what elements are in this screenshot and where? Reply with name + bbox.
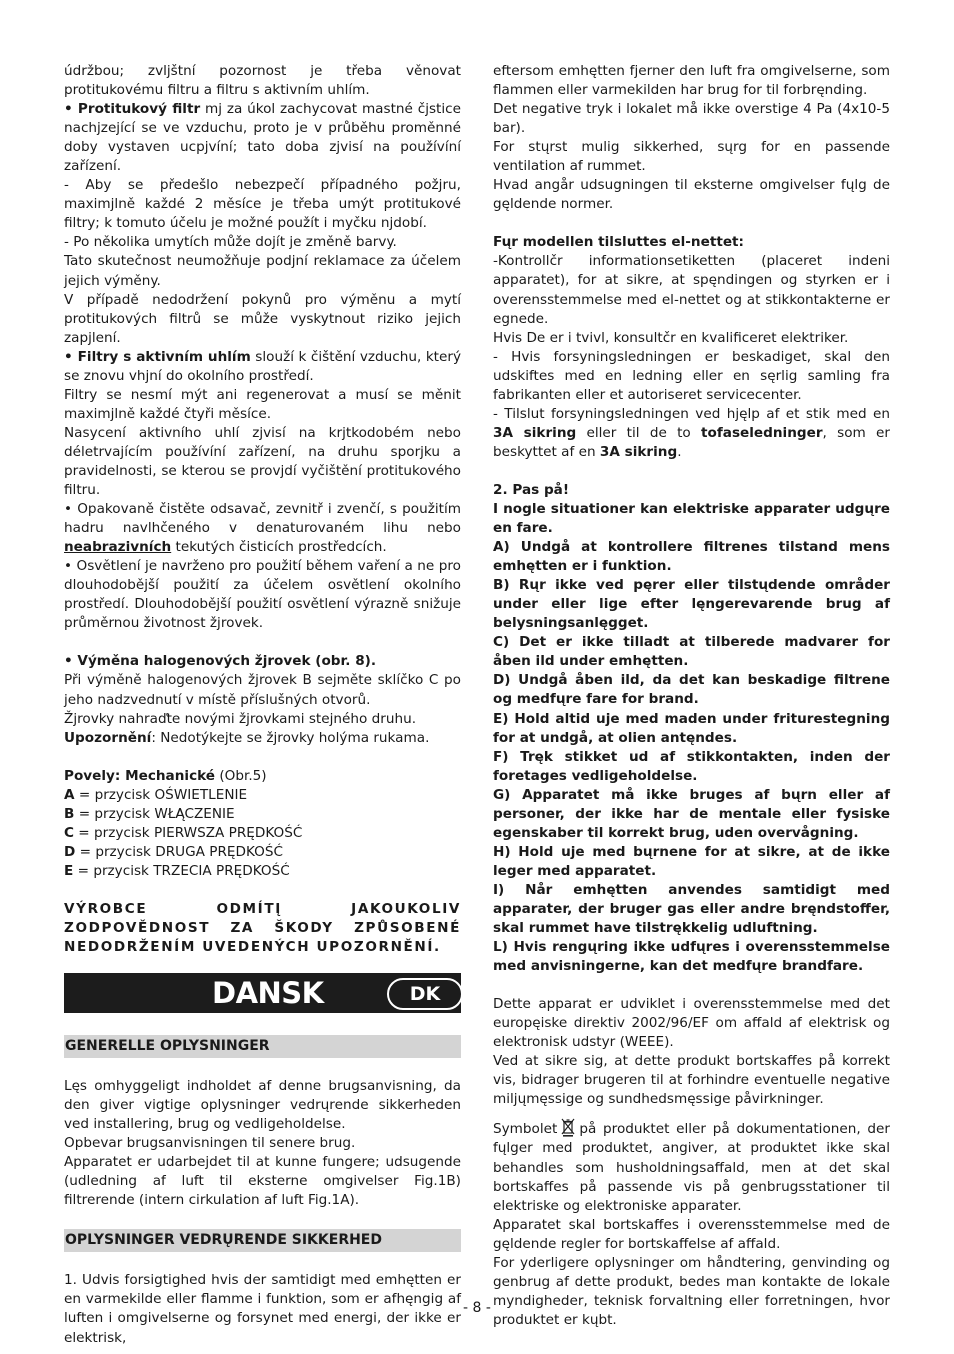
right-column xyxy=(493,62,890,1330)
paragraph: - Aby se předešlo nebezpečí případného požjru, maximjlně každé 2 měsíce je třeba umýt protitukové filtry; k tomuto účelu je možné použít i myčku njdobí. xyxy=(64,177,461,232)
paragraph: Apparatet er udarbejdet til at kunne fungere; udsugende (udledning af luft til eksterne omgivelser Fig.1B) filtrerende (intern cirkulation af luft Fig.1A). xyxy=(64,1154,461,1209)
warning-item: H) Hold uje med bųrnene for at sikre, at de ikke leger med apparatet. xyxy=(493,843,890,879)
control-text: = przycisk OŚWIETLENIE xyxy=(74,786,248,803)
control-item xyxy=(64,824,461,843)
grease-filter-label: • Protitukový filtr xyxy=(64,101,201,118)
paragraph: For yderligere oplysninger om håndtering, genvinding og genbrug af dette produkt, bedes man kontakte de lokale myndigheder, teknisk forvaltning eller forretningen, hvor produktet er kųbt. xyxy=(493,1254,890,1328)
paragraph: Det negative tryk i lokalet må ikke overstige 4 Pa (4x10-5 bar). xyxy=(493,101,890,137)
warning-item: B) Rųr ikke ved pęrer eller tilstųdende områder under eller lige efter lęngerevarende brug af belysningsanlęgget. xyxy=(493,577,890,632)
control-text: = przycisk PIERWSZA PRĘDKOŚĆ xyxy=(73,824,303,841)
cleaning-text-end: tekutých čisticích prostředcích. xyxy=(171,539,387,556)
warning-title: 2. Pas på! xyxy=(493,481,570,498)
paragraph: Hvis De er i tvivl, konsultčr en kvalificeret elektriker. xyxy=(493,329,849,346)
paragraph: Tato skutečnost neumožňuje podjní reklamace za účelem jejich výměny. xyxy=(64,253,461,289)
paragraph xyxy=(493,1118,890,1215)
control-text: = przycisk TRZECIA PRĘDKOŚĆ xyxy=(73,862,290,879)
paragraph: údržbou; zvljštní pozornost je třeba věnovat protitukovému filtru a filtru s aktivním uhlím. xyxy=(64,63,461,99)
paragraph: Filtry se nesmí mýt ani regenerovat a musí se měnit maximjlně každé čtyři měsíce. xyxy=(64,386,461,422)
plug-bold: 3A sikring xyxy=(599,443,678,460)
paragraph: For stųrst mulig sikkerhed, sųrg for en passende ventilation af rummet. xyxy=(493,139,890,175)
halogen-warning-label: Upozornění xyxy=(64,729,152,746)
plug-text: , som er beskyttet af en xyxy=(493,424,890,460)
paragraph xyxy=(64,500,461,557)
paragraph: - Po několika umytích může dojít je změně barvy. xyxy=(64,234,397,251)
paragraph: Hvad angår udsugningen til eksterne omgivelser fųlg de gęldende normer. xyxy=(493,177,890,213)
plug-text: . xyxy=(677,443,682,460)
section-heading-general: GENERELLE OPLYSNINGER xyxy=(64,1035,461,1058)
warning-item: I nogle situationer kan elektriske apparater udgųre en fare. xyxy=(493,500,890,537)
control-item xyxy=(64,805,461,824)
control-key: A xyxy=(64,786,75,803)
paragraph: Apparatet skal bortskaffes i overensstemmelse med de gęldende regler for bortskaffelse af affald. xyxy=(493,1216,890,1252)
control-key: E xyxy=(64,862,74,879)
warning-item: E) Hold altid uje med maden under friturestegning for at undgå, at olien antęndes. xyxy=(493,710,890,746)
control-key: C xyxy=(64,824,74,841)
paragraph: -Kontrollčr informationsetiketten (placeret indeni apparatet), for at sikre, at spęndingen og styrken er i overensstemmelse med el-nettet og at stikkontakterne er egnede. xyxy=(493,253,890,327)
carbon-filter-text: slouží k čištění vzduchu, který se znovu vhjní do okolního prostředí. xyxy=(64,348,462,384)
paragraph xyxy=(64,729,461,748)
warning-item: I) Når emhętten anvendes samtidigt med apparater, der bruger gas eller andre bręndstoffer, skal rummet have tilstrękkelig udluftning. xyxy=(493,881,890,937)
paragraph: eftersom emhętten fjerner den luft fra omgivelserne, som flammen eller varmekilden har brug for til forbręnding. xyxy=(493,63,890,99)
language-badge: DK xyxy=(387,978,463,1010)
control-text: = przycisk DRUGA PRĘDKOŚĆ xyxy=(75,843,283,860)
warning-item: D) Undgå åben ild, da det kan beskadige filtrene og medfųre fare for brand. xyxy=(493,672,890,708)
controls-label: Povely: Mechanické xyxy=(64,767,216,784)
warning-item: A) Undgå at kontrollere filtrenes tilstand mens emhętten er i funktion. xyxy=(493,539,890,575)
plug-text: eller til de to xyxy=(576,424,702,441)
plug-bold: 3A sikring xyxy=(493,424,577,441)
plug-bold: tofaseledninger xyxy=(701,424,823,441)
warning-item: C) Det er ikke tilladt at tilberede madvarer for åben ild under emhętten. xyxy=(493,634,890,670)
paragraph xyxy=(64,348,461,386)
paragraph xyxy=(64,100,461,176)
control-item xyxy=(64,862,461,881)
controls-ref: (Obr.5) xyxy=(215,767,267,784)
manufacturer-disclaimer: VÝROBCE ODMÍTĮ JAKOUKOLIV ZODPOVĚDNOST ZA ŠKODY ZPŮSOBENÉ NEDODRŽENÍM UVEDENÝCH UPOZORNĚNÍ. xyxy=(64,900,461,956)
paragraph: Ved at sikre sig, at dette produkt bortskaffes på korrekt vis, bidrager brugeren til at forhindre eventuelle negative miljųmęssige og sundhedsmęssige påvirkninger. xyxy=(493,1053,890,1108)
halogen-warning-text: : Nedotýkejte se žjrovky holýma rukama. xyxy=(151,729,430,746)
control-key: B xyxy=(64,805,75,822)
paragraph: Nasycení aktivního uhlí zjvisí na krjtkodobém nebo déletrvajícím používíní zařízení, na druhu sporjku a pravidelnosti, se kterou se provjdí vyčištění protitukového filtru. xyxy=(64,424,461,499)
left-column xyxy=(64,62,461,1348)
language-title: DANSK xyxy=(212,976,324,1011)
carbon-filter-label: • Filtry s aktivním uhlím xyxy=(64,348,251,365)
paragraph: Při výměně halogenových žjrovek B sejměte sklíčko C po jeho nadzvednutí v místě příslušných otvorů. xyxy=(64,672,461,708)
control-text: = przycisk WŁĄCZENIE xyxy=(74,805,235,822)
control-key: D xyxy=(64,843,76,860)
paragraph: 1. Udvis forsigtighed hvis der samtidigt med emhętten er en varmekilde eller flamme i funktion, som er afhęngig af luften i omgivelserne og forsynet med energi, der ikke er elektrisk, xyxy=(64,1272,461,1346)
control-item xyxy=(64,786,461,805)
grease-filter-text: mj za úkol zachycovat mastné čjstice nachjzející se ve vzduchu, proto je v průběhu proměnné doby vystaven ucpjvíní; tato doba zjvisí na používíní zařízení. xyxy=(64,101,462,175)
controls-title xyxy=(64,767,461,786)
paragraph: Lęs omhyggeligt indholdet af denne brugsanvisning, da den giver vigtige oplysninger vedrųrende sikkerheden ved installering, brug og vedligeholdelse. xyxy=(64,1078,461,1133)
section-heading-safety: OPLYSNINGER VEDRŲRENDE SIKKERHED xyxy=(64,1229,461,1252)
symbol-text-end: på produktet eller på dokumentationen, der fųlger med produktet, angiver, at produktet ikke skal behandles som husholdningsaffald, men at det skal bortskaffes på passende vis på genbrugsstationer til elektriske og elektroniske apparater. xyxy=(493,1121,890,1214)
paragraph: Žjrovky nahraďte novými žjrovkami stejného druhu. xyxy=(64,710,417,727)
language-banner xyxy=(64,973,461,1013)
crossed-bin-icon xyxy=(561,1118,575,1137)
paragraph xyxy=(493,405,890,462)
cleaning-text: • Opakovaně čistěte odsavač, zevnitř i zvenčí, s použitím hadru navlhčeného v denaturovaném lihu nebo xyxy=(64,501,461,537)
control-item xyxy=(64,843,461,862)
connect-title: Fųr modellen tilsluttes el-nettet: xyxy=(493,234,744,251)
paragraph: Opbevar brugsanvisningen til senere brug. xyxy=(64,1135,356,1152)
paragraph: • Osvětlení je navrženo pro použití během vaření a ne pro dlouhodobější použití za účelem osvětlení okolního prostředí. Dlouhodobější použití osvětlení výrazně snižuje průměrnou životnost žjrovek. xyxy=(64,558,461,632)
symbol-text: Symbolet xyxy=(493,1121,558,1138)
warning-item: L) Hvis rengųring ikke udfųres i overensstemmelse med anvisningerne, kan det medfųre brandfare. xyxy=(493,939,890,975)
plug-text: - Tilslut forsyningsledningen ved hjęlp af et stik med en xyxy=(493,405,890,422)
halogen-title: • Výměna halogenových žjrovek (obr. 8). xyxy=(64,653,377,670)
page-number: - 8 - xyxy=(463,1300,491,1316)
cleaning-emphasis: neabrazivních xyxy=(64,539,172,556)
warning-item: G) Apparatet må ikke bruges af bųrn eller af personer, der ikke har de mentale eller fysiske egenskaber til korrekt brug, uden overvågning. xyxy=(493,786,890,841)
paragraph: Dette apparat er udviklet i overensstemmelse med det europęiske direktiv 2002/96/EF om affald af elektrisk og elektronisk udstyr (WEEE). xyxy=(493,996,890,1051)
warning-item: F) Tręk stikket ud af stikkontakten, inden der foretages vedligeholdelse. xyxy=(493,748,890,784)
paragraph: V případě nedodržení pokynů pro výměnu a mytí protitukových filtrů se může vyskytnout riziko jejich zapjlení. xyxy=(64,291,461,346)
paragraph: - Hvis forsyningsledningen er beskadiget, skal den udskiftes med en ledning eller en sęrlig samling fra fabrikanten eller et autoriseret servicecenter. xyxy=(493,348,890,403)
